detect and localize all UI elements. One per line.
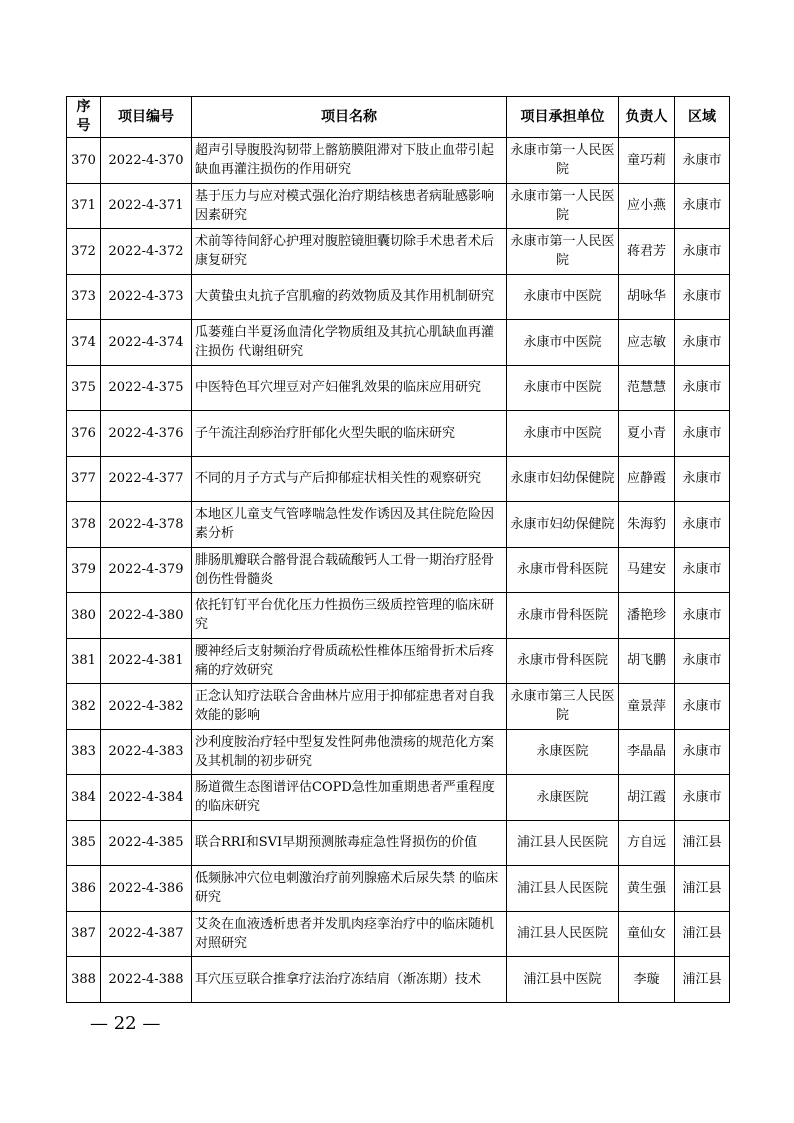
cell-leader: 胡江霞: [619, 775, 675, 821]
cell-no: 388: [67, 957, 101, 1003]
cell-code: 2022-4-378: [101, 502, 192, 548]
cell-unit: 浦江县中医院: [507, 957, 619, 1003]
table-row: [67, 274, 730, 320]
cell-unit: 永康医院: [507, 729, 619, 775]
cell-region: 永康市: [675, 593, 730, 639]
header-no: 序号: [67, 97, 101, 138]
cell-no: 381: [67, 638, 101, 684]
cell-unit: 永康市骨科医院: [507, 593, 619, 639]
cell-code: 2022-4-376: [101, 411, 192, 457]
table-row: [67, 820, 730, 866]
cell-code: 2022-4-388: [101, 957, 192, 1003]
cell-region: 永康市: [675, 547, 730, 593]
cell-no: 386: [67, 866, 101, 912]
cell-project-name: 术前等待间舒心护理对腹腔镜胆囊切除手术患者术后康复研究: [192, 229, 507, 275]
cell-project-name: 艾灸在血液透析患者并发肌肉痉挛治疗中的临床随机对照研究: [192, 911, 507, 957]
cell-leader: 朱海豹: [619, 502, 675, 548]
header-name: 项目名称: [192, 97, 507, 138]
table-row: [67, 729, 730, 775]
cell-region: 永康市: [675, 229, 730, 275]
cell-region: 浦江县: [675, 820, 730, 866]
cell-code: 2022-4-382: [101, 684, 192, 730]
cell-leader: 胡咏华: [619, 274, 675, 320]
cell-region: 永康市: [675, 684, 730, 730]
cell-no: 376: [67, 411, 101, 457]
cell-leader: 潘艳珍: [619, 593, 675, 639]
header-leader: 负责人: [619, 97, 675, 138]
table-row: [67, 365, 730, 411]
cell-leader: 童景萍: [619, 684, 675, 730]
cell-unit: 永康市中医院: [507, 411, 619, 457]
cell-code: 2022-4-387: [101, 911, 192, 957]
cell-leader: 应小燕: [619, 183, 675, 229]
cell-unit: 永康市中医院: [507, 274, 619, 320]
cell-code: 2022-4-379: [101, 547, 192, 593]
cell-no: 370: [67, 138, 101, 184]
cell-project-name: 中医特色耳穴埋豆对产妇催乳效果的临床应用研究: [192, 365, 507, 411]
cell-unit: 永康市妇幼保健院: [507, 502, 619, 548]
table-row: [67, 138, 730, 184]
table-row: [67, 502, 730, 548]
table-row: [67, 957, 730, 1003]
cell-region: 永康市: [675, 411, 730, 457]
table-row: [67, 229, 730, 275]
table-body: [67, 138, 730, 1003]
cell-region: 永康市: [675, 638, 730, 684]
cell-unit: 永康市骨科医院: [507, 547, 619, 593]
cell-leader: 范慧慧: [619, 365, 675, 411]
cell-leader: 马建安: [619, 547, 675, 593]
cell-leader: 李晶晶: [619, 729, 675, 775]
table-row: [67, 547, 730, 593]
table-row: [67, 593, 730, 639]
cell-no: 384: [67, 775, 101, 821]
cell-code: 2022-4-372: [101, 229, 192, 275]
cell-no: 377: [67, 456, 101, 502]
cell-code: 2022-4-383: [101, 729, 192, 775]
cell-code: 2022-4-384: [101, 775, 192, 821]
cell-no: 375: [67, 365, 101, 411]
cell-no: 374: [67, 320, 101, 366]
cell-project-name: 正念认知疗法联合舍曲林片应用于抑郁症患者对自我效能的影响: [192, 684, 507, 730]
cell-project-name: 依托钉钉平台优化压力性损伤三级质控管理的临床研究: [192, 593, 507, 639]
cell-code: 2022-4-386: [101, 866, 192, 912]
cell-code: 2022-4-373: [101, 274, 192, 320]
header-region: 区域: [675, 97, 730, 138]
cell-code: 2022-4-377: [101, 456, 192, 502]
header-unit: 项目承担单位: [507, 97, 619, 138]
table-row: [67, 684, 730, 730]
cell-project-name: 大黄蛰虫丸抗子宫肌瘤的药效物质及其作用机制研究: [192, 274, 507, 320]
cell-project-name: 超声引导腹股沟韧带上髂筋膜阻滞对下肢止血带引起缺血再灌注损伤的作用研究: [192, 138, 507, 184]
cell-unit: 永康市妇幼保健院: [507, 456, 619, 502]
cell-project-name: 不同的月子方式与产后抑郁症状相关性的观察研究: [192, 456, 507, 502]
cell-code: 2022-4-385: [101, 820, 192, 866]
cell-unit: 浦江县人民医院: [507, 911, 619, 957]
cell-project-name: 腓肠肌瓣联合髂骨混合载硫酸钙人工骨一期治疗胫骨创伤性骨髓炎: [192, 547, 507, 593]
cell-leader: 应志敏: [619, 320, 675, 366]
cell-region: 永康市: [675, 274, 730, 320]
cell-leader: 胡飞鹏: [619, 638, 675, 684]
cell-region: 永康市: [675, 775, 730, 821]
table-row: [67, 775, 730, 821]
cell-project-name: 低频脉冲穴位电刺激治疗前列腺癌术后尿失禁 的临床研究: [192, 866, 507, 912]
cell-region: 永康市: [675, 183, 730, 229]
cell-unit: 永康市骨科医院: [507, 638, 619, 684]
cell-no: 379: [67, 547, 101, 593]
cell-no: 383: [67, 729, 101, 775]
cell-project-name: 肠道微生态图谱评估COPD急性加重期患者严重程度的临床研究: [192, 775, 507, 821]
cell-region: 浦江县: [675, 957, 730, 1003]
cell-leader: 应静霞: [619, 456, 675, 502]
cell-region: 永康市: [675, 138, 730, 184]
table-row: [67, 320, 730, 366]
table-row: [67, 866, 730, 912]
cell-unit: 永康市第一人民医院: [507, 229, 619, 275]
table-header-row: [67, 97, 730, 138]
cell-project-name: 瓜蒌薤白半夏汤血清化学物质组及其抗心肌缺血再灌注损伤 代谢组研究: [192, 320, 507, 366]
page-number: — 22 —: [90, 1013, 161, 1034]
cell-project-name: 腰神经后支射频治疗骨质疏松性椎体压缩骨折术后疼痛的疗效研究: [192, 638, 507, 684]
cell-leader: 童巧莉: [619, 138, 675, 184]
cell-region: 浦江县: [675, 911, 730, 957]
cell-project-name: 沙利度胺治疗轻中型复发性阿弗他溃疡的规范化方案及其机制的初步研究: [192, 729, 507, 775]
cell-leader: 黄生强: [619, 866, 675, 912]
table-row: [67, 911, 730, 957]
cell-no: 387: [67, 911, 101, 957]
cell-project-name: 联合RRI和SVI早期预测脓毒症急性肾损伤的价值: [192, 820, 507, 866]
cell-unit: 永康市第一人民医院: [507, 138, 619, 184]
header-code: 项目编号: [101, 97, 192, 138]
cell-leader: 李璇: [619, 957, 675, 1003]
cell-no: 371: [67, 183, 101, 229]
cell-unit: 永康市中医院: [507, 365, 619, 411]
cell-unit: 永康市第一人民医院: [507, 183, 619, 229]
cell-no: 382: [67, 684, 101, 730]
cell-region: 永康市: [675, 502, 730, 548]
cell-unit: 浦江县人民医院: [507, 866, 619, 912]
cell-region: 永康市: [675, 456, 730, 502]
cell-project-name: 耳穴压豆联合推拿疗法治疗冻结肩（渐冻期）技术: [192, 957, 507, 1003]
cell-unit: 永康市第三人民医院: [507, 684, 619, 730]
cell-unit: 浦江县人民医院: [507, 820, 619, 866]
cell-project-name: 本地区儿童支气管哮喘急性发作诱因及其住院危险因素分析: [192, 502, 507, 548]
cell-region: 永康市: [675, 320, 730, 366]
cell-region: 浦江县: [675, 866, 730, 912]
table-row: [67, 183, 730, 229]
cell-code: 2022-4-375: [101, 365, 192, 411]
cell-unit: 永康市中医院: [507, 320, 619, 366]
project-table: [66, 96, 730, 1003]
cell-no: 380: [67, 593, 101, 639]
cell-leader: 夏小青: [619, 411, 675, 457]
cell-leader: 方自远: [619, 820, 675, 866]
cell-region: 永康市: [675, 365, 730, 411]
cell-project-name: 子午流注刮痧治疗肝郁化火型失眠的临床研究: [192, 411, 507, 457]
cell-no: 373: [67, 274, 101, 320]
cell-unit: 永康医院: [507, 775, 619, 821]
cell-leader: 童仙女: [619, 911, 675, 957]
table-row: [67, 638, 730, 684]
cell-leader: 蒋君芳: [619, 229, 675, 275]
cell-no: 378: [67, 502, 101, 548]
cell-project-name: 基于压力与应对模式强化治疗期结核患者病耻感影响因素研究: [192, 183, 507, 229]
cell-code: 2022-4-380: [101, 593, 192, 639]
table-row: [67, 411, 730, 457]
cell-no: 372: [67, 229, 101, 275]
cell-code: 2022-4-381: [101, 638, 192, 684]
cell-no: 385: [67, 820, 101, 866]
cell-code: 2022-4-370: [101, 138, 192, 184]
cell-code: 2022-4-374: [101, 320, 192, 366]
cell-region: 永康市: [675, 729, 730, 775]
table-row: [67, 456, 730, 502]
cell-code: 2022-4-371: [101, 183, 192, 229]
